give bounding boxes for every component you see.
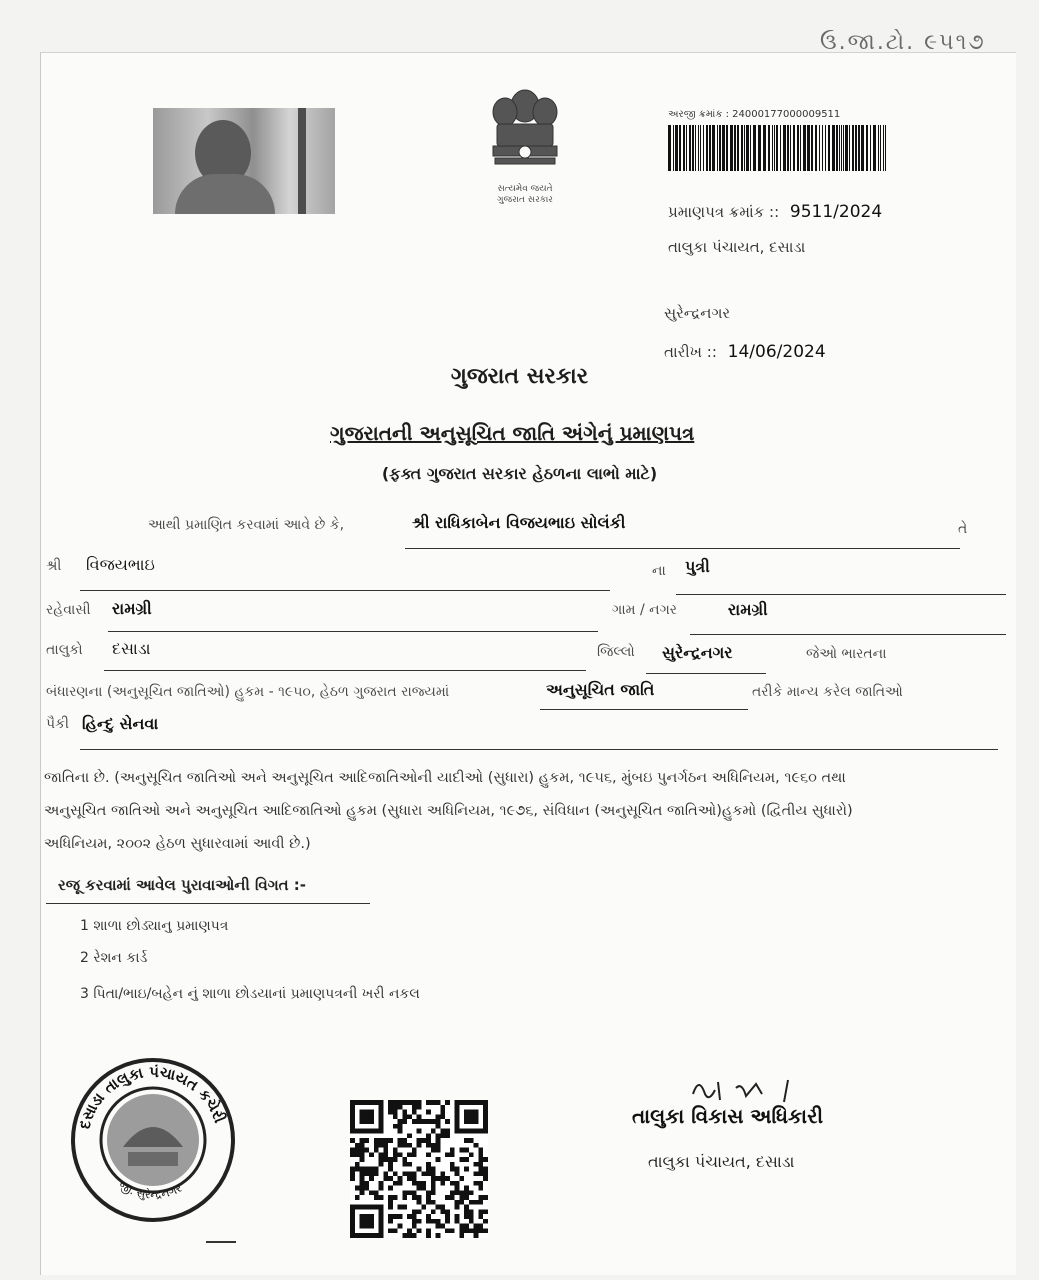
paiki-label: પૈકી — [46, 716, 69, 732]
paragraph-line: અધિનિયમ, ૨૦૦૨ હેઠળ સુધારવામાં આવી છે.) — [44, 836, 311, 852]
relation-underline — [676, 594, 1006, 595]
signing-office: તાલુકા પંચાયત, દસાડા — [648, 1152, 795, 1171]
evidence-item: 1 શાળા છોડ્યાનુ પ્રમાણપત્ર — [80, 918, 229, 934]
office-seal — [68, 1052, 238, 1222]
handwritten-signature — [688, 1074, 818, 1104]
evidence-item: 3 પિતા/ભાઇ/બહેન નું શાળા છોડયાનાં પ્રમાણપત્રની ખરી નકલ — [80, 986, 420, 1002]
issuing-office: તાલુકા પંચાયત, દસાડા — [668, 238, 806, 256]
legal-paragraph — [44, 762, 994, 861]
government-title: ગુજરાત સરકાર — [450, 364, 589, 389]
seal-bottom-text: જી. સુરેન્દ્રનગર — [116, 1178, 185, 1202]
constitution-text: બંધારણના (અનુસૂચિત જાતિઓ) હુકમ - ૧૯૫૦, હેઠળ ગુજરાત રાજ્યમાં — [46, 684, 450, 700]
taluka-underline — [104, 670, 586, 671]
emblem-caption-govt: ગુજરાત સરકાર — [497, 195, 553, 205]
village-underline — [690, 634, 1006, 635]
caste-underline — [80, 749, 998, 750]
resident-value: રામગ્રી — [112, 599, 152, 618]
ashoka-emblem-icon — [475, 80, 575, 180]
resident-label: રહેવાસી — [46, 602, 91, 618]
issuing-district: સુરેન્દ્રનગર — [664, 304, 731, 322]
intro-text: આથી પ્રમાણિત કરવામાં આવે છે કે, — [148, 517, 345, 533]
signing-authority: તાલુકા વિકાસ અધિકારી — [632, 1104, 824, 1128]
evidence-title-underline — [46, 903, 370, 904]
seal-ring-text: દસાડા તાલુકા પંચાયત કચેરી — [75, 1062, 229, 1131]
evidence-title: રજૂ કરવામાં આવેલ પુરાવાઓની વિગત :- — [58, 876, 307, 894]
na-label: ના — [652, 563, 666, 579]
category-underline — [540, 709, 748, 710]
certificate-number-value: 9511/2024 — [789, 202, 883, 222]
district-label: જિલ્લો — [597, 644, 635, 660]
village-label: ગામ / નગર — [612, 602, 678, 618]
state-emblem — [470, 80, 580, 210]
paragraph-line: અનુસૂચિત જાતિઓ અને અનુસૂચિત આદિજાતિઓ હુકમ (સુધારા અધિનિયમ, ૧૯૭૬, સંવિધાન (અનુસૂચિત જાતિઓ)હુકમો (દ્વિતીય સુધારો) — [44, 803, 853, 819]
shri-label: શ્રી — [46, 558, 62, 574]
father-name: વિજયભાઇ — [86, 555, 155, 574]
barcode — [668, 125, 888, 171]
issue-date-label: તારીખ :: — [664, 343, 717, 361]
seal-mark — [206, 1241, 236, 1243]
india-text: જેઓ ભારતના — [806, 646, 887, 662]
te-text: તે — [958, 521, 968, 537]
district-value: સુરેન્દ્રનગર — [662, 643, 733, 662]
application-number: અરજી ક્રમાંક : 24000177000009511 — [668, 109, 841, 120]
qr-code — [350, 1098, 488, 1240]
recognized-text: તરીકે માન્ય કરેલ જાતિઓ — [752, 684, 903, 700]
relation: પુત્રી — [685, 557, 710, 576]
paragraph-line: જાતિના છે. (અનુસૂચિત જાતિઓ અને અનુસૂચિત આદિજાતિઓની યાદીઓ (સુધારા) હુકમ, ૧૯૫૬, મુંબઇ પુનર્ગઠન અધિનિયમ, ૧૯૬૦ તથા — [44, 770, 846, 786]
applicant-photo — [153, 108, 335, 214]
father-underline — [80, 590, 610, 591]
certificate-title: ગુજરાતની અનુસૂચિત જાતિ અંગેનું પ્રમાણપત્ર — [330, 421, 695, 445]
applicant-name: શ્રી રાધિકાબેન વિજયભાઇ સોલંકી — [412, 513, 626, 532]
certificate-number — [668, 202, 882, 222]
village-value: રામગ્રી — [728, 600, 768, 619]
taluka-value: દસાડા — [112, 639, 151, 658]
resident-underline — [108, 631, 598, 632]
certificate-number-label: પ્રમાણપત્ર ક્રમાંક :: — [668, 203, 780, 221]
category-value: અનુસૂચિત જાતિ — [546, 680, 655, 699]
taluka-label: તાલુકો — [46, 642, 83, 658]
issue-date — [664, 342, 826, 362]
emblem-caption: સત્યમેવ જયતે — [497, 184, 553, 194]
district-underline — [646, 673, 766, 674]
caste-value: હિન્દુ સેનવા — [82, 714, 159, 733]
evidence-item: 2 રેશન કાર્ડ — [80, 950, 148, 966]
certificate-subtitle: (ફક્ત ગુજરાત સરકાર હેઠળના લાભો માટે) — [381, 464, 658, 483]
handwritten-note: ઉ.જા.ટો. ૯૫૧૭ — [820, 30, 986, 55]
name-underline — [405, 548, 960, 549]
issue-date-value: 14/06/2024 — [727, 342, 826, 362]
